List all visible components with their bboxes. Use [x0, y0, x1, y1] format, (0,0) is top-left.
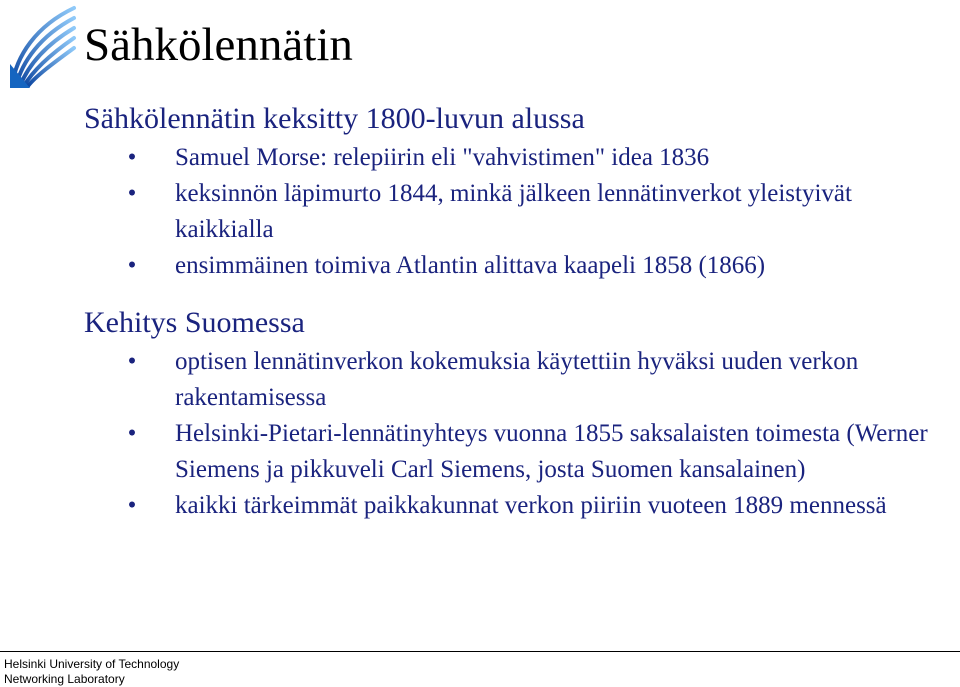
bullet-list-history	[84, 140, 944, 284]
bullet-text: ensimmäinen toimiva Atlantin alittava kaapeli 1858 (1866)	[175, 252, 766, 279]
bullet-list-finland	[84, 344, 944, 524]
section-heading-history: Sähkölennätin keksitty 1800-luvun alussa	[84, 102, 585, 135]
footer	[4, 657, 179, 687]
list-item	[84, 140, 944, 176]
list-item	[84, 176, 944, 248]
list-item	[84, 344, 944, 416]
bullet-text: Helsinki-Pietari-lennätinyhteys vuonna 1855 saksalaisten toimesta (Werner Siemens ja pikkuveli Carl Siemens, josta Suomen kansalainen)	[175, 420, 928, 483]
bullet-text: kaikki tärkeimmät paikkakunnat verkon piiriin vuoteen 1889 mennessä	[175, 492, 887, 519]
list-item	[84, 488, 944, 524]
footer-university: Helsinki University of Technology	[4, 657, 180, 671]
bullet-text: Samuel Morse: relepiirin eli "vahvistimen" idea 1836	[175, 144, 710, 171]
bullet-icon: •	[127, 492, 137, 519]
bullet-icon: •	[127, 144, 137, 171]
slide-content	[84, 100, 944, 524]
bullet-icon: •	[127, 420, 137, 447]
university-logo-icon	[6, 4, 78, 88]
bullet-icon: •	[127, 180, 137, 207]
bullet-icon: •	[127, 252, 137, 279]
bullet-icon: •	[127, 348, 137, 375]
bullet-text: keksinnön läpimurto 1844, minkä jälkeen lennätinverkot yleistyivät kaikkialla	[175, 180, 852, 243]
footer-divider	[0, 651, 960, 652]
footer-laboratory: Networking Laboratory	[4, 672, 125, 686]
list-item	[84, 248, 944, 284]
list-item	[84, 416, 944, 488]
section-heading-finland: Kehitys Suomessa	[84, 306, 305, 339]
slide-title: Sähkölennätin	[84, 19, 353, 71]
bullet-text: optisen lennätinverkon kokemuksia käytettiin hyväksi uuden verkon rakentamisessa	[175, 348, 859, 411]
